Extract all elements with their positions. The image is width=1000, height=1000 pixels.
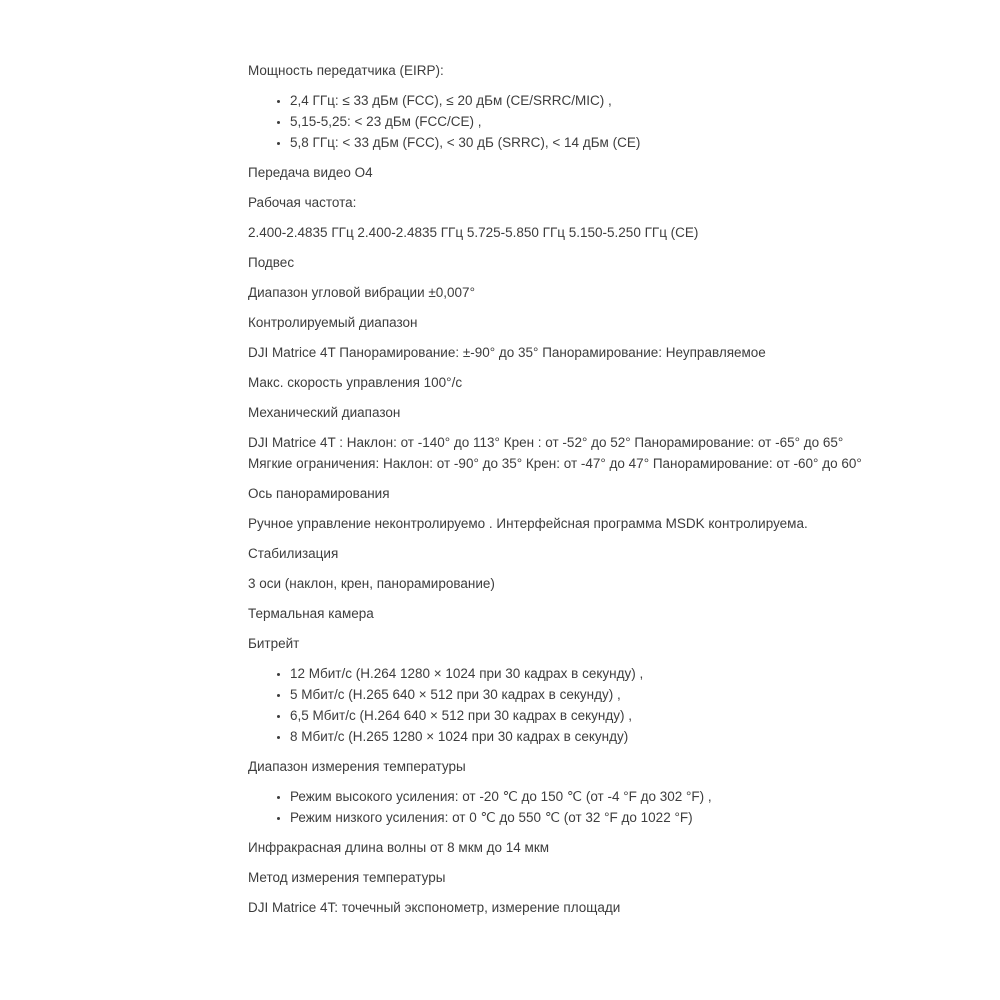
bullet-list-bitrate <box>248 663 948 747</box>
paragraph-temperature-method-values: DJI Matrice 4T: точечный экспонометр, измерение площади <box>248 900 621 915</box>
paragraph-mechanical-range-values <box>248 432 948 474</box>
section-heading-operating-frequency: Рабочая частота: <box>248 195 357 210</box>
list-item: • 12 Мбит/с (H.264 1280 × 1024 при 30 кадрах в секунду) , <box>290 663 948 684</box>
section-heading-thermal-camera: Термальная камера <box>248 606 374 621</box>
list-item: • 6,5 Мбит/с (H.264 640 × 512 при 30 кадрах в секунду) , <box>290 705 948 726</box>
section-heading-stabilization: Стабилизация <box>248 546 339 561</box>
bullet-list-transmitter-power <box>248 90 948 153</box>
paragraph-infrared-wavelength: Инфракрасная длина волны от 8 мкм до 14 мкм <box>248 840 550 855</box>
paragraph-controllable-range-values: DJI Matrice 4T Панорамирование: ±-90° до 35° Панорамирование: Неуправляемое <box>248 345 766 360</box>
bullet-list-temperature-range <box>248 786 948 828</box>
list-item: • 2,4 ГГц: ≤ 33 дБм (FCC), ≤ 20 дБм (CE/SRRC/MIC) , <box>290 90 948 111</box>
paragraph-stabilization-axes: 3 оси (наклон, крен, панорамирование) <box>248 576 495 591</box>
paragraph-manual-control: Ручное управление неконтролируемо . Интерфейсная программа MSDK контролируема. <box>248 516 808 531</box>
section-heading-bitrate: Битрейт <box>248 636 300 651</box>
paragraph-max-control-speed: Макс. скорость управления 100°/с <box>248 375 463 390</box>
paragraph-video-transmission: Передача видео O4 <box>248 165 373 180</box>
paragraph-frequency-values: 2.400-2.4835 ГГц 2.400-2.4835 ГГц 5.725-5.850 ГГц 5.150-5.250 ГГц (CE) <box>248 225 699 240</box>
section-heading-temperature-method: Метод измерения температуры <box>248 870 446 885</box>
section-heading-transmitter-power: Мощность передатчика (EIRP): <box>248 63 444 78</box>
section-heading-mechanical-range: Механический диапазон <box>248 405 401 420</box>
mechanical-range-line-1: DJI Matrice 4T : Наклон: от -140° до 113° Крен : от -52° до 52° Панорамирование: от -65° до 65° <box>248 435 844 450</box>
section-heading-pan-axis: Ось панорамирования <box>248 486 390 501</box>
section-heading-temperature-range: Диапазон измерения температуры <box>248 759 466 774</box>
list-item: • 5,15-5,25: < 23 дБм (FCC/CE) , <box>290 111 948 132</box>
list-item: • 5 Мбит/с (H.265 640 × 512 при 30 кадрах в секунду) , <box>290 684 948 705</box>
document-content <box>248 60 948 927</box>
list-item: • 8 Мбит/с (H.265 1280 × 1024 при 30 кадрах в секунду) <box>290 726 948 747</box>
mechanical-range-line-2: Мягкие ограничения: Наклон: от -90° до 35° Крен: от -47° до 47° Панорамирование: от -60° до 60° <box>248 456 862 471</box>
section-heading-gimbal: Подвес <box>248 255 295 270</box>
list-item: • Режим низкого усиления: от 0 ℃ до 550 ℃ (от 32 °F до 1022 °F) <box>290 807 948 828</box>
list-item: • 5,8 ГГц: < 33 дБм (FCC), < 30 дБ (SRRC), < 14 дБм (CE) <box>290 132 948 153</box>
paragraph-angular-vibration-range: Диапазон угловой вибрации ±0,007° <box>248 285 475 300</box>
list-item: • Режим высокого усиления: от -20 ℃ до 150 ℃ (от -4 °F до 302 °F) , <box>290 786 948 807</box>
section-heading-controllable-range: Контролируемый диапазон <box>248 315 418 330</box>
